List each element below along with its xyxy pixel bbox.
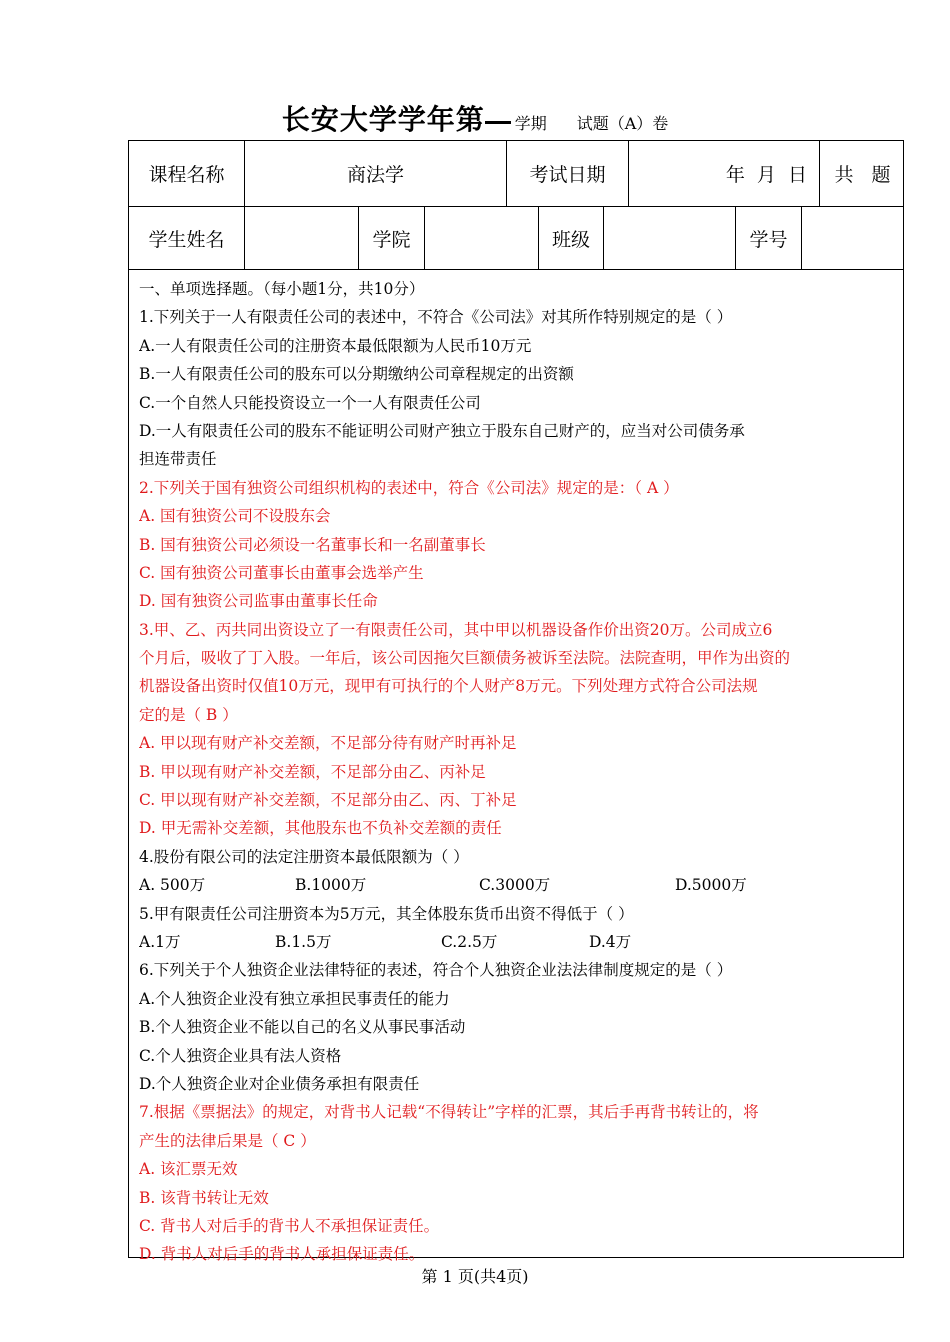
question-7-option-d: D. 背书人对后手的背书人承担保证责任。: [139, 1245, 425, 1264]
question-4-stem: 4.股份有限公司的法定注册资本最低限额为（ ）: [139, 847, 469, 866]
student-id-field: [802, 207, 905, 269]
term-blank: [485, 121, 511, 124]
question-1-option-b: B.一人有限责任公司的股东可以分期缴纳公司章程规定的出资额: [139, 365, 574, 384]
question-2-stem: 2.下列关于国有独资公司组织机构的表述中，符合《公司法》规定的是：（ A ）: [139, 478, 679, 497]
student-id-label: 学号: [736, 207, 802, 269]
question-5-stem: 5.甲有限责任公司注册资本为5万元，其全体股东货币出资不得低于（ ）: [139, 904, 634, 923]
question-2-option-a: A. 国有独资公司不设股东会: [139, 507, 331, 526]
question-2-option-b: B. 国有独资公司必须设一名董事长和一名副董事长: [139, 535, 486, 554]
exam-frame: [128, 140, 904, 1264]
question-6-option-d: D.个人独资企业对企业债务承担有限责任: [139, 1074, 420, 1093]
question-6-option-b: B.个人独资企业不能以自己的名义从事民事活动: [139, 1018, 466, 1037]
date-label: 考试日期: [507, 141, 629, 206]
question-3-stem-cont: 机器设备出资时仅值10万元，现甲有可执行的个人财产8万元。下列处理方式符合公司法规: [139, 677, 758, 696]
course-label: 课程名称: [129, 141, 245, 206]
info-row-course: [129, 141, 903, 207]
question-1-stem: 1.下列关于一人有限责任公司的表述中，不符合《公司法》对其所作特别规定的是（ ）: [139, 308, 733, 327]
question-4-option-b: B.1000万: [295, 876, 367, 895]
student-name-label: 学生姓名: [129, 207, 245, 269]
exam-title: [0, 98, 950, 138]
info-row-student: [129, 207, 903, 270]
question-2-option-c: C. 国有独资公司董事长由董事会选举产生: [139, 563, 424, 582]
college-field: [425, 207, 539, 269]
question-6-stem: 6.下列关于个人独资企业法律特征的表述，符合个人独资企业法法律制度规定的是（ ）: [139, 961, 733, 980]
question-3-option-d: D. 甲无需补交差额，其他股东也不负补交差额的责任: [139, 819, 502, 838]
question-5-option-c: C.2.5万: [441, 932, 498, 951]
question-3-option-a: A. 甲以现有财产补交差额，不足部分待有财产时再补足: [139, 734, 517, 753]
student-name-field: [245, 207, 359, 269]
question-body: [139, 275, 899, 1269]
question-3-option-b: B. 甲以现有财产补交差额，不足部分由乙、丙补足: [139, 762, 486, 781]
question-5-option-a: A.1万: [139, 932, 181, 951]
question-1-option-d: D.一人有限责任公司的股东不能证明公司财产独立于股东自己财产的，应当对公司债务承: [139, 421, 745, 440]
question-5-option-d: D.4万: [589, 932, 632, 951]
question-7-option-c: C. 背书人对后手的背书人不承担保证责任。: [139, 1216, 440, 1235]
question-3-stem-cont: 定的是（ B ）: [139, 705, 238, 724]
school-title: 长安大学学年第: [281, 103, 485, 136]
class-field: [604, 207, 736, 269]
question-5-options: [139, 928, 899, 956]
question-7-option-a: A. 该汇票无效: [139, 1160, 238, 1179]
paper-label: 试题（A）卷: [576, 114, 669, 133]
question-6-option-a: A.个人独资企业没有独立承担民事责任的能力: [139, 989, 450, 1008]
question-3-stem-cont: 个月后，吸收了丁入股。一年后，该公司因拖欠巨额债务被诉至法院。法院查明，甲作为出资的: [139, 649, 791, 668]
question-5-option-b: B.1.5万: [275, 932, 332, 951]
course-value: 商法学: [245, 141, 507, 206]
class-label: 班级: [539, 207, 604, 269]
section-heading: 一、单项选择题。（每小题1分，共10分）: [139, 280, 425, 298]
date-value: 年 月 日: [629, 141, 820, 206]
question-1-option-c: C.一个自然人只能投资设立一个一人有限责任公司: [139, 393, 481, 412]
question-6-option-c: C.个人独资企业具有法人资格: [139, 1046, 342, 1065]
question-4-options: [139, 871, 899, 899]
question-4-option-a: A. 500万: [139, 876, 206, 895]
question-1-option-a: A.一人有限责任公司的注册资本最低限额为人民币10万元: [139, 336, 532, 355]
college-label: 学院: [359, 207, 425, 269]
question-7-stem-cont: 产生的法律后果是（ C ）: [139, 1131, 316, 1150]
question-7-stem: 7.根据《票据法》的规定，对背书人记载“不得转让”字样的汇票，其后手再背书转让的，将: [139, 1103, 759, 1122]
question-3-stem: 3.甲、乙、丙共同出资设立了一有限责任公司，其中甲以机器设备作价出资20万。公司成立6: [139, 620, 773, 639]
question-4-option-d: D.5000万: [675, 876, 747, 895]
question-7-option-b: B. 该背书转让无效: [139, 1188, 269, 1207]
question-2-option-d: D. 国有独资公司监事由董事长任命: [139, 592, 378, 611]
term-suffix: 学期: [514, 114, 547, 133]
question-1-option-d-cont: 担连带责任: [139, 450, 217, 469]
page-footer: 第 1 页(共4页): [421, 1267, 529, 1286]
question-4-option-c: C.3000万: [479, 876, 551, 895]
question-count: 共 题: [834, 164, 891, 186]
question-3-option-c: C. 甲以现有财产补交差额，不足部分由乙、丙、丁补足: [139, 791, 517, 810]
